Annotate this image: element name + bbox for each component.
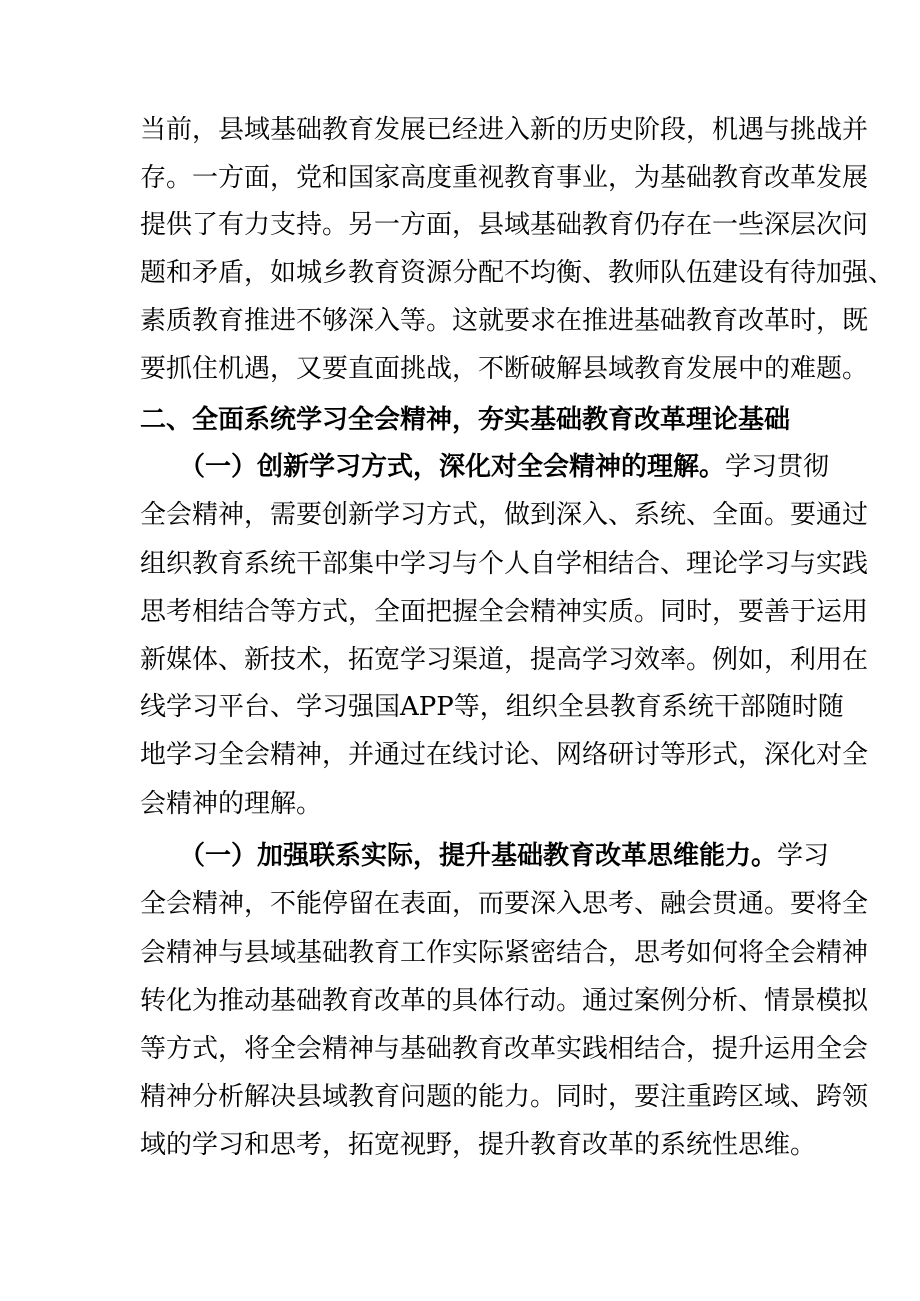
sub1-line-5: 线学习平台、学习强国APP等，组织全县教育系统干部随时随 [140,692,844,722]
para1-line-3: 提供了有力支持。另一方面，县域基础教育仍存在一些深层次问 [140,210,869,240]
para1-line-1: 当前，县域基础教育发展已经进入新的历史阶段，机遇与挑战并 [140,115,869,145]
sub2-first-line-rest: 学习 [777,841,830,871]
sub1-first-line [140,452,830,482]
sub2-line-4: 等方式，将全会精神与基础教育改革实践相结合，提升运用全会 [140,1034,869,1064]
sub2-line-3: 转化为推动基础教育改革的具体行动。通过案例分析、情景模拟 [140,986,869,1016]
para1-line-2: 存。一方面，党和国家高度重视教育事业，为基础教育改革发展 [140,163,869,193]
section-heading: 二、全面系统学习全会精神，夯实基础教育改革理论基础 [140,405,791,435]
para1-line-6: 要抓住机遇，又要直面挑战，不断破解县域教育发展中的难题。 [140,354,869,384]
sub2-line-1: 全会精神，不能停留在表面，而要深入思考、融会贯通。要将全 [140,889,869,919]
para1-line-4: 题和矛盾，如城乡教育资源分配不均衡、教师队伍建设有待加强、 [140,258,895,288]
sub1-line-3: 思考相结合等方式，全面把握全会精神实质。同时，要善于运用 [140,597,869,627]
sub2-line-6: 域的学习和思考，拓宽视野，提升教育改革的系统性思维。 [140,1130,817,1160]
sub1-first-line-rest: 学习贯彻 [725,452,830,482]
sub2-line-2: 会精神与县域基础教育工作实际紧密结合，思考如何将全会精神 [140,938,869,968]
sub1-line-7: 会精神的理解。 [140,789,323,819]
sub1-line-1: 全会精神，需要创新学习方式，做到深入、系统、全面。要通过 [140,500,869,530]
sub2-first-line [140,841,830,871]
sub1-line-6: 地学习全会精神，并通过在线讨论、网络研讨等形式，深化对全 [140,740,869,770]
sub2-title: （一）加强联系实际，提升基础教育改革思维能力。 [192,841,778,871]
para1-line-5: 素质教育推进不够深入等。这就要求在推进基础教育改革时，既 [140,306,869,336]
sub1-line-4: 新媒体、新技术，拓宽学习渠道，提高学习效率。例如，利用在 [140,645,869,675]
sub2-line-5: 精神分析解决县域教育问题的能力。同时，要注重跨区域、跨领 [140,1082,869,1112]
sub1-line-2: 组织教育系统干部集中学习与个人自学相结合、理论学习与实践 [140,549,869,579]
sub1-title: （一）创新学习方式，深化对全会精神的理解。 [192,452,726,482]
